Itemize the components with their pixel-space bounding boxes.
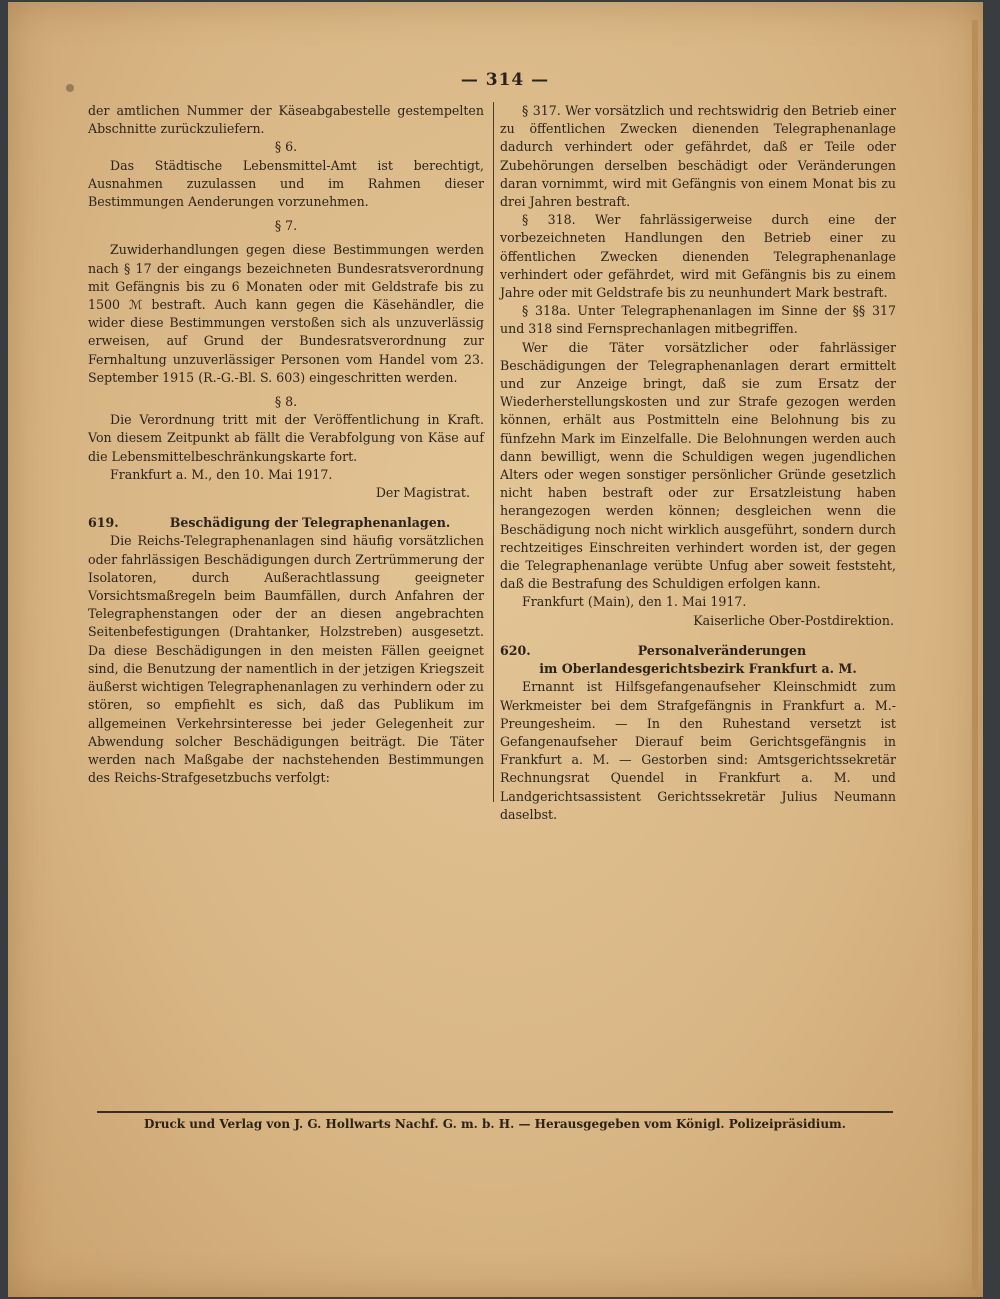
ink-smudge <box>66 84 74 92</box>
section-6-text: Das Städtische Lebensmittel-Amt ist berechtigt, Ausnahmen zuzulassen und im Rahmen dieser Bestimmungen Aenderungen vorzunehmen. <box>88 157 484 210</box>
date-line-post: Frankfurt (Main), den 1. Mai 1917. <box>522 594 747 610</box>
page-number: — 314 — <box>460 70 550 90</box>
section-7-text: Zuwiderhandlungen gegen diese Bestimmungen werden nach § 17 der eingangs bezeichneten Bundesratsverordnung mit Gefängnis bis zu 6 Monaten oder mit Geldstrafe bis zu 1500 ℳ bestraft. Auch kann gegen die Käsehändler, die wider diese Bestimmungen verstoßen sich als unzuverlässig erweisen, auf Grund der Bundesratsverordnung zur Fernhaltung unzuverlässiger Personen vom Handel vom 23. September 1915 (R.-G.-Bl. S. 603) eingeschritten werden. <box>88 242 484 385</box>
right-column <box>500 102 896 824</box>
section-8-text: Die Verordnung tritt mit der Veröffentlichung in Kraft. Von diesem Zeitpunkt ab fällt die Verabfolgung von Käse auf die Lebensmittelbeschränkungskarte fort. <box>88 412 484 464</box>
footer-rule <box>97 1111 893 1113</box>
notice-620-heading <box>500 642 896 660</box>
left-column <box>88 102 484 787</box>
signature-postdirektion: Kaiserliche Ober-Postdirektion. <box>693 612 894 628</box>
notice-title: Beschädigung der Telegraphenanlagen. <box>169 515 451 531</box>
paragraph-318a: § 318a. Unter Telegraphenanlagen im Sinne der §§ 317 und 318 sind Fernsprechanlagen mitbegriffen. <box>500 303 896 337</box>
notice-619-text: Die Reichs-Telegraphenanlagen sind häufig vorsätzlichen oder fahrlässigen Beschädigungen durch Zertrümmerung der Isolatoren, durch Außerachtlassung geeigneter Vorsichtsmaßregeln beim Baumfällen, durch Anfahren der Telegraphenstangen oder der an diesen angebrachten Seitenbefestigungen (Drahtanker, Holzstreben) ausgesetzt. Da diese Beschädigungen in den meisten Fällen geeignet sind, die Benutzung der namentlich in der jetzigen Kriegszeit äußerst wichtigen Telegraphenanlagen zu verhindern oder zu stören, so empfiehlt es sich, daß das Publikum im allgemeinen Verkehrsinteresse bei jeder Gelegenheit zur Abwendung solcher Beschädigungen beiträgt. Die Täter werden nach Maßgabe der nachstehenden Bestimmungen des Reichs-Strafgesetzbuchs verfolgt: <box>88 533 484 786</box>
notice-619-heading <box>88 514 484 532</box>
imprint-footer: Druck und Verlag von J. G. Hollwarts Nachf. G. m. b. H. — Herausgegeben vom Königl. Polizeipräsidium. <box>144 1117 846 1131</box>
section-7-heading: § 7. <box>274 218 298 234</box>
date-line: Frankfurt a. M., den 10. Mai 1917. <box>110 466 333 482</box>
notice-number: 619. <box>88 515 119 531</box>
section-8-heading: § 8. <box>274 394 298 410</box>
section-6-heading: § 6. <box>274 139 298 155</box>
page-edge <box>972 20 978 1290</box>
paragraph-318: § 318. Wer fahrlässigerweise durch eine der vorbezeichneten Handlungen den Betrieb einer zu öffentlichen Zwecken dienenden Telegraphenanlage verhindert oder gefährdet, wird mit Gefängnis bis zu einem Jahre oder mit Geldstrafe bis zu neunhundert Mark bestraft. <box>500 212 896 301</box>
intro-text: der amtlichen Nummer der Käseabgabestelle gestempelten Abschnitte zurückzuliefern. <box>88 103 484 137</box>
signature-magistrat: Der Magistrat. <box>375 485 470 501</box>
notice-number: 620. <box>500 642 531 658</box>
reward-text: Wer die Täter vorsätzlicher oder fahrlässiger Beschädigungen der Telegraphenanlagen derart ermittelt und zur Anzeige bringt, daß sie zum Ersatz der Wiederherstellungskosten und zur Strafe gezogen werden können, erhält aus Postmitteln eine Belohnung bis zu fünfzehn Mark im Einzelfalle. Die Belohnungen werden auch dann bewilligt, wenn die Schuldigen wegen jugendlichen Alters oder wegen sonstiger persönlicher Gründe gesetzlich nicht haben bestraft oder zur Ersatzleistung haben herangezogen werden können; desgleichen wenn die Beschädigung noch nicht wirklich ausgeführt, sondern durch rechtzeitiges Einschreiten verhindert worden ist, der gegen die Telegraphenanlage verübte Unfug aber soweit feststeht, daß die Bestrafung des Schuldigen erfolgen kann. <box>500 339 896 592</box>
notice-title: Personalveränderungen <box>637 642 807 658</box>
notice-620-text: Ernannt ist Hilfsgefangenaufseher Kleinschmidt zum Werkmeister bei dem Strafgefängnis in Frankfurt a. M.-Preungesheim. — In den Ruhestand versetzt ist Gefangenaufseher Dierauf beim Gerichtsgefängnis in Frankfurt a. M. — Gestorben sind: Amtsgerichtssekretär Rechnungsrat Quendel in Frankfurt a. M. und Landgerichtsassistent Gerichtssekretär Julius Neumann daselbst. <box>500 679 896 822</box>
notice-subtitle: im Oberlandesgerichtsbezirk Frankfurt a. M. <box>539 661 857 677</box>
paragraph-317: § 317. Wer vorsätzlich und rechtswidrig den Betrieb einer zu öffentlichen Zwecken dienenden Telegraphenanlage dadurch verhindert oder gefährdet, daß er Teile oder Zubehörungen derselben beschädigt oder Veränderungen daran vornimmt, wird mit Gefängnis von einem Monat bis zu drei Jahren bestraft. <box>500 103 896 210</box>
column-divider <box>493 102 494 802</box>
